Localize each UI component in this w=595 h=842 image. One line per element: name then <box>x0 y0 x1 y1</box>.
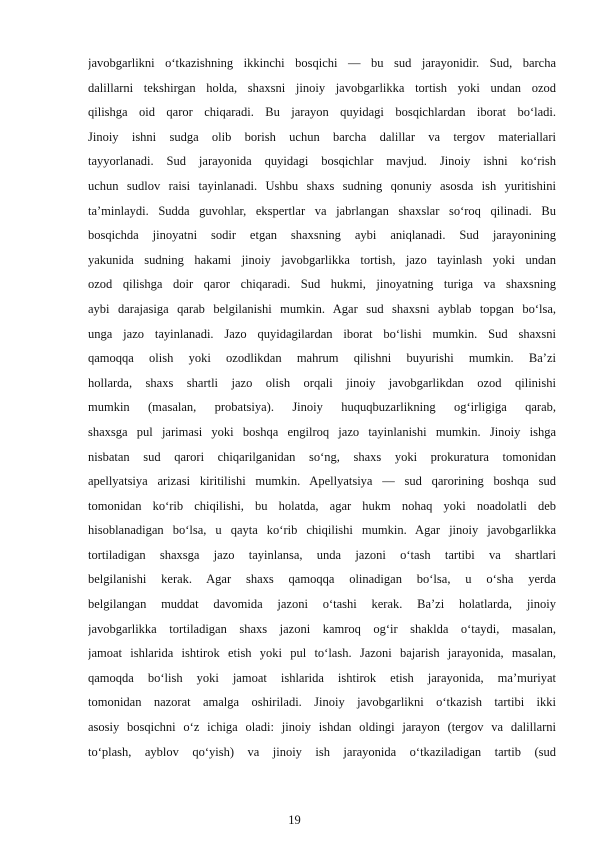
body-text <box>88 51 556 764</box>
page-number-text: 19 <box>288 813 301 827</box>
text-line: uchun sudlov raisi tayinlanadi. Ushbu shaxs sudning qonuniy asosda ish yuritishini <box>88 178 556 193</box>
text-line: Jinoiy ishni sudga olib borish uchun barcha dalillar va tergov materiallari <box>88 129 556 144</box>
text-line: tayyorlanadi. Sud jarayonida quyidagi bosqichlar mavjud. Jinoiy ishni ko‘rish <box>88 154 556 169</box>
text-line: ozod qilishga doir qaror chiqaradi. Sud hukmi, jinoyatning turiga va shaxsning <box>88 277 556 292</box>
text-line: qamoqda bo‘lish yoki jamoat ishlarida ishtirok etish jarayonida, ma’muriyat <box>88 670 556 685</box>
text-line: jamoat ishlarida ishtirok etish yoki pul to‘lash. Jazoni bajarish jarayonida, masalan, <box>88 646 556 661</box>
text-line: hollarda, shaxs shartli jazo olish orqali jinoiy javobgarlikdan ozod qilinishi <box>88 375 556 390</box>
text-line: ta’minlaydi. Sudda guvohlar, ekspertlar va jabrlangan shaxslar so‘roq qilinadi. Bu <box>88 203 556 218</box>
text-line: dalillarni tekshirgan holda, shaxsni jinoiy javobgarlikka tortish yoki undan ozod <box>88 80 556 95</box>
text-line: qilishga oid qaror chiqaradi. Bu jarayon quyidagi bosqichlardan iborat bo‘ladi. <box>88 105 556 120</box>
text-line: nisbatan sud qarori chiqarilganidan so‘ng, shaxs yoki prokuratura tomonidan <box>88 449 556 464</box>
text-line: hisoblanadigan bo‘lsa, u qayta ko‘rib chiqilishi mumkin. Agar jinoiy javobgarlikka <box>88 523 556 538</box>
text-line: belgilanishi kerak. Agar shaxs qamoqqa olinadigan bo‘lsa, u o‘sha yerda <box>88 572 556 587</box>
text-line: asosiy bosqichni o‘z ichiga oladi: jinoiy ishdan oldingi jarayon (tergov va dalillarni <box>88 720 556 735</box>
text-line: mumkin (masalan, probatsiya). Jinoiy huquqbuzarlikning og‘irligiga qarab, <box>88 400 556 415</box>
text-line: yakunida sudning hakami jinoiy javobgarlikka tortish, jazo tayinlash yoki undan <box>88 252 556 267</box>
text-line: tortiladigan shaxsga jazo tayinlansa, unda jazoni o‘tash tartibi va shartlari <box>88 547 556 562</box>
page-number <box>0 812 595 828</box>
text-line: unga jazo tayinlanadi. Jazo quyidagilardan iborat bo‘lishi mumkin. Sud shaxsni <box>88 326 556 341</box>
text-line: javobgarlikni o‘tkazishning ikkinchi bosqichi — bu sud jarayonidir. Sud, barcha <box>88 56 556 70</box>
text-line: tomonidan nazorat amalga oshiriladi. Jinoiy javobgarlikni o‘tkazish tartibi ikki <box>88 695 556 710</box>
text-line: belgilangan muddat davomida jazoni o‘tashi kerak. Ba’zi holatlarda, jinoiy <box>88 597 556 612</box>
text-line: bosqichda jinoyatni sodir etgan shaxsning aybi aniqlanadi. Sud jarayonining <box>88 228 556 243</box>
text-line: aybi darajasiga qarab belgilanishi mumkin. Agar sud shaxsni ayblab topgan bo‘lsa, <box>88 301 556 316</box>
text-line: shaxsga pul jarimasi yoki boshqa engilroq jazo tayinlanishi mumkin. Jinoiy ishga <box>88 424 556 439</box>
text-line: qamoqqa olish yoki ozodlikdan mahrum qilishni buyurishi mumkin. Ba’zi <box>88 351 556 366</box>
text-line: to‘plash, ayblov qo‘yish) va jinoiy ish jarayonida o‘tkaziladigan tartib (sud <box>88 744 556 759</box>
text-line: javobgarlikka tortiladigan shaxs jazoni kamroq og‘ir shaklda o‘taydi, masalan, <box>88 621 556 636</box>
text-line: apellyatsiya arizasi kiritilishi mumkin. Apellyatsiya — sud qarorining boshqa sud <box>88 474 556 489</box>
text-line: tomonidan ko‘rib chiqilishi, bu holatda, agar hukm nohaq yoki noadolatli deb <box>88 498 556 513</box>
